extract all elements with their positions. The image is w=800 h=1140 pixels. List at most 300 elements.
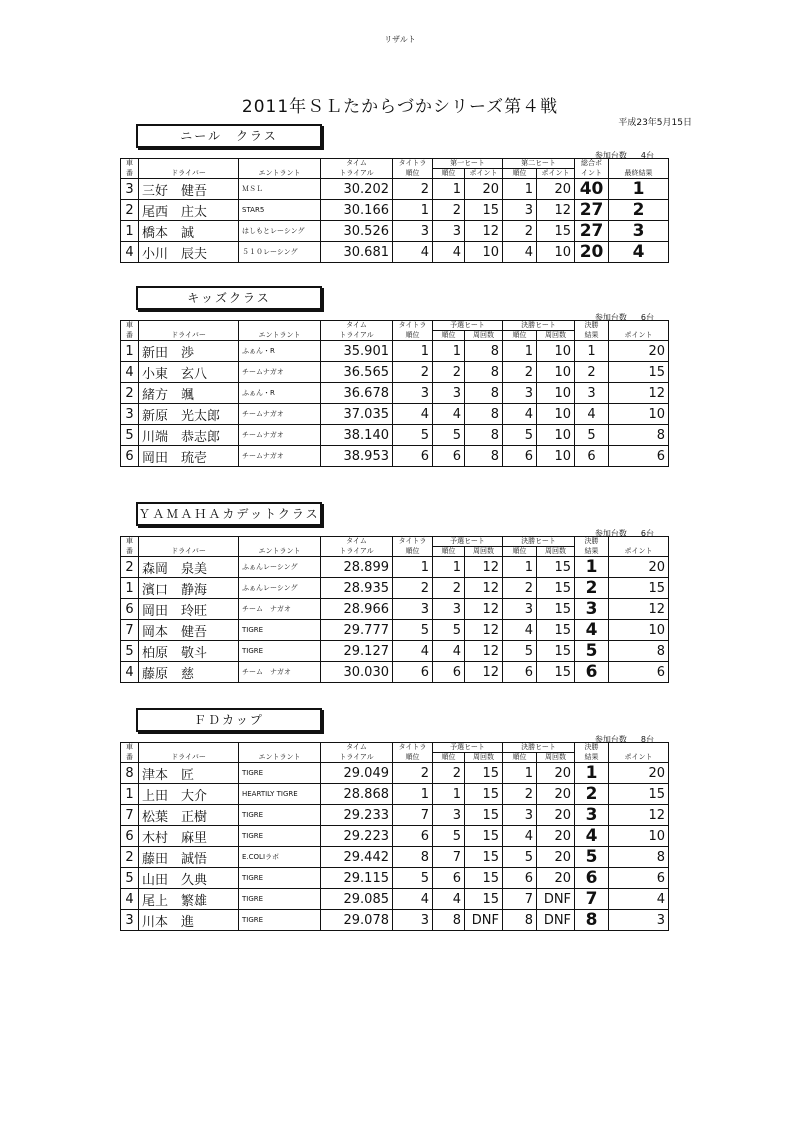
heat1-position: 5 (433, 620, 465, 641)
col-a: 決勝 (575, 321, 609, 331)
result-a: 1 (575, 557, 609, 578)
result-a: 27 (575, 221, 609, 242)
car-number: 2 (121, 383, 139, 404)
heat2-position: 2 (503, 578, 537, 599)
heat2-value: 15 (537, 599, 575, 620)
entry-count-value: 8台 (640, 735, 654, 744)
col-driver: ドライバー (139, 753, 239, 763)
col-heat1-a: 順位 (433, 169, 465, 179)
heat2-value: 20 (537, 868, 575, 889)
heat1-value: 8 (465, 446, 503, 467)
car-number: 1 (121, 341, 139, 362)
col-entrant: エントラント (239, 547, 321, 557)
time-trial: 30.166 (321, 200, 393, 221)
result-a: 5 (575, 847, 609, 868)
col-time-2: トライアル (321, 331, 393, 341)
entry-count-label: 参加台数 (594, 735, 627, 744)
col-title-rank-2: 順位 (393, 753, 433, 763)
entry-count-label: 参加台数 (594, 313, 627, 322)
car-number: 6 (121, 446, 139, 467)
col-driver-top (139, 159, 239, 169)
entrant-name: チームナガオ (239, 446, 321, 467)
time-trial: 28.868 (321, 784, 393, 805)
col-entrant-top (239, 537, 321, 547)
col-heat1: 第一ヒート (433, 159, 503, 169)
result-b: 20 (609, 763, 669, 784)
heat1-value: 15 (465, 847, 503, 868)
heat1-value: 8 (465, 341, 503, 362)
title-rank: 5 (393, 620, 433, 641)
col-heat1: 予選ヒート (433, 321, 503, 331)
class-name-box: ニール クラス (136, 124, 322, 148)
title-rank: 1 (393, 200, 433, 221)
title-rank: 6 (393, 446, 433, 467)
heat2-value: 15 (537, 557, 575, 578)
col-time-2: トライアル (321, 547, 393, 557)
heat1-position: 2 (433, 200, 465, 221)
car-number: 1 (121, 221, 139, 242)
col-a: 決勝 (575, 743, 609, 753)
heat2-value: 20 (537, 763, 575, 784)
col-b-top (609, 321, 669, 331)
driver-name: 柏原 敬斗 (139, 641, 239, 662)
col-heat2-a: 順位 (503, 547, 537, 557)
col-b-top (609, 159, 669, 169)
table-row (121, 868, 669, 889)
table-row (121, 641, 669, 662)
car-number: 3 (121, 404, 139, 425)
driver-name: 藤原 慈 (139, 662, 239, 683)
driver-name: 尾西 庄太 (139, 200, 239, 221)
result-b: 6 (609, 446, 669, 467)
driver-name: 小川 辰夫 (139, 242, 239, 263)
table-row (121, 362, 669, 383)
heat1-value: 12 (465, 620, 503, 641)
table-row (121, 179, 669, 200)
result-a: 2 (575, 362, 609, 383)
heat2-position: 1 (503, 341, 537, 362)
title-rank: 5 (393, 425, 433, 446)
heat1-value: 8 (465, 404, 503, 425)
entry-count-value: 6台 (640, 529, 654, 538)
result-b: 8 (609, 425, 669, 446)
heat2-value: 15 (537, 620, 575, 641)
result-b: 15 (609, 784, 669, 805)
result-a: 2 (575, 578, 609, 599)
heat2-position: 3 (503, 805, 537, 826)
time-trial: 29.233 (321, 805, 393, 826)
result-a: 1 (575, 341, 609, 362)
heat2-position: 2 (503, 362, 537, 383)
title-rank: 8 (393, 847, 433, 868)
entrant-name: チーム ナガオ (239, 662, 321, 683)
col-b: ポイント (609, 753, 669, 763)
heat1-position: 1 (433, 341, 465, 362)
heat1-value: 10 (465, 242, 503, 263)
col-entrant: エントラント (239, 753, 321, 763)
driver-name: 尾上 繁雄 (139, 889, 239, 910)
heat2-position: 5 (503, 641, 537, 662)
col-time-2: トライアル (321, 753, 393, 763)
table-row (121, 805, 669, 826)
heat1-position: 4 (433, 404, 465, 425)
heat2-position: 4 (503, 404, 537, 425)
page-title: 2011年ＳＬたからづかシリーズ第４戦 (241, 97, 559, 117)
time-trial: 36.565 (321, 362, 393, 383)
entrant-name: はしもとレーシング (239, 221, 321, 242)
heat2-position: 1 (503, 763, 537, 784)
entry-count-label: 参加台数 (594, 151, 627, 160)
result-a: 3 (575, 805, 609, 826)
driver-name: 橋本 誠 (139, 221, 239, 242)
result-a: 6 (575, 662, 609, 683)
heat2-value: DNF (537, 910, 575, 931)
heat2-value: 10 (537, 446, 575, 467)
col-no: 車 (121, 537, 139, 547)
driver-name: 新田 渉 (139, 341, 239, 362)
result-b: 8 (609, 641, 669, 662)
car-number: 4 (121, 242, 139, 263)
time-trial: 30.526 (321, 221, 393, 242)
heat1-position: 1 (433, 784, 465, 805)
driver-name: 岡本 健吾 (139, 620, 239, 641)
car-number: 1 (121, 784, 139, 805)
driver-name: 木村 麻里 (139, 826, 239, 847)
heat1-value: 12 (465, 557, 503, 578)
heat1-position: 1 (433, 557, 465, 578)
time-trial: 29.777 (321, 620, 393, 641)
col-title-rank: タイトラ (393, 321, 433, 331)
time-trial: 28.966 (321, 599, 393, 620)
entrant-name: TIGRE (239, 805, 321, 826)
results-table (120, 158, 669, 263)
time-trial: 38.953 (321, 446, 393, 467)
title-rank: 6 (393, 826, 433, 847)
table-row (121, 404, 669, 425)
heat2-position: 8 (503, 910, 537, 931)
heat2-position: 4 (503, 826, 537, 847)
title-rank: 2 (393, 578, 433, 599)
result-b: 3 (609, 910, 669, 931)
time-trial: 30.681 (321, 242, 393, 263)
col-heat1: 予選ヒート (433, 537, 503, 547)
time-trial: 35.901 (321, 341, 393, 362)
heat1-value: 12 (465, 641, 503, 662)
col-no-2: 番 (121, 169, 139, 179)
heat2-position: 6 (503, 868, 537, 889)
car-number: 1 (121, 578, 139, 599)
car-number: 3 (121, 179, 139, 200)
heat2-value: 20 (537, 179, 575, 200)
heat2-position: 2 (503, 221, 537, 242)
col-no-2: 番 (121, 331, 139, 341)
entrant-name: チームナガオ (239, 425, 321, 446)
time-trial: 29.078 (321, 910, 393, 931)
result-b: 12 (609, 599, 669, 620)
col-heat2-a: 順位 (503, 169, 537, 179)
result-b: 20 (609, 557, 669, 578)
result-a: 3 (575, 599, 609, 620)
heat1-position: 5 (433, 425, 465, 446)
result-a: 4 (575, 404, 609, 425)
table-row (121, 341, 669, 362)
heat1-value: 15 (465, 805, 503, 826)
result-b: 1 (609, 179, 669, 200)
heat2-value: 10 (537, 425, 575, 446)
heat2-position: 7 (503, 889, 537, 910)
entrant-name: ふぁん・R (239, 383, 321, 404)
time-trial: 30.030 (321, 662, 393, 683)
table-row (121, 662, 669, 683)
heat1-position: 4 (433, 641, 465, 662)
entrant-name: TIGRE (239, 868, 321, 889)
col-a: 決勝 (575, 537, 609, 547)
time-trial: 29.127 (321, 641, 393, 662)
time-trial: 38.140 (321, 425, 393, 446)
col-entrant-top (239, 743, 321, 753)
table-row (121, 620, 669, 641)
table-row (121, 826, 669, 847)
driver-name: 岡田 琉壱 (139, 446, 239, 467)
heat1-position: 2 (433, 578, 465, 599)
heat1-position: 6 (433, 446, 465, 467)
result-a: 5 (575, 641, 609, 662)
col-driver: ドライバー (139, 169, 239, 179)
result-b: 10 (609, 404, 669, 425)
table-row (121, 910, 669, 931)
result-a: 2 (575, 784, 609, 805)
result-b: 12 (609, 805, 669, 826)
heat2-value: 15 (537, 662, 575, 683)
car-number: 3 (121, 910, 139, 931)
entrant-name: TIGRE (239, 763, 321, 784)
heat1-value: 15 (465, 784, 503, 805)
col-entrant-top (239, 159, 321, 169)
heat2-position: 1 (503, 179, 537, 200)
result-b: 15 (609, 578, 669, 599)
col-time: タイム (321, 159, 393, 169)
heat1-position: 3 (433, 599, 465, 620)
entrant-name: STAR5 (239, 200, 321, 221)
entry-count-value: 4台 (640, 151, 654, 160)
col-heat2-b: ポイント (537, 169, 575, 179)
result-a: 40 (575, 179, 609, 200)
driver-name: 三好 健吾 (139, 179, 239, 200)
col-driver-top (139, 743, 239, 753)
result-a: 4 (575, 826, 609, 847)
title-rank: 3 (393, 221, 433, 242)
title-rank: 2 (393, 763, 433, 784)
car-number: 8 (121, 763, 139, 784)
result-b: 20 (609, 341, 669, 362)
col-heat2-b: 周回数 (537, 547, 575, 557)
col-a-2: 結果 (575, 547, 609, 557)
car-number: 4 (121, 662, 139, 683)
heat2-value: DNF (537, 889, 575, 910)
driver-name: 川端 恭志郎 (139, 425, 239, 446)
title-rank: 1 (393, 557, 433, 578)
heat2-position: 5 (503, 425, 537, 446)
heat1-position: 1 (433, 179, 465, 200)
table-row (121, 784, 669, 805)
driver-name: 藤田 誠悟 (139, 847, 239, 868)
title-rank: 3 (393, 910, 433, 931)
heat1-position: 6 (433, 662, 465, 683)
time-trial: 29.085 (321, 889, 393, 910)
col-b: 最終結果 (609, 169, 669, 179)
heat2-position: 1 (503, 557, 537, 578)
driver-name: 上田 大介 (139, 784, 239, 805)
result-b: 12 (609, 383, 669, 404)
heat1-value: 15 (465, 868, 503, 889)
col-driver: ドライバー (139, 547, 239, 557)
col-no-2: 番 (121, 547, 139, 557)
col-heat1-b: ポイント (465, 169, 503, 179)
heat2-value: 20 (537, 847, 575, 868)
heat2-value: 12 (537, 200, 575, 221)
col-heat1: 予選ヒート (433, 743, 503, 753)
heat2-value: 20 (537, 784, 575, 805)
result-a: 27 (575, 200, 609, 221)
title-rank: 2 (393, 179, 433, 200)
time-trial: 28.899 (321, 557, 393, 578)
title-rank: 1 (393, 784, 433, 805)
col-a-2: イント (575, 169, 609, 179)
result-b: 2 (609, 200, 669, 221)
result-a: 6 (575, 446, 609, 467)
heat1-position: 4 (433, 242, 465, 263)
driver-name: 山田 久典 (139, 868, 239, 889)
result-a: 4 (575, 620, 609, 641)
event-date: 平成23年5月15日 (618, 118, 692, 128)
heat2-position: 4 (503, 620, 537, 641)
driver-name: 緒方 颯 (139, 383, 239, 404)
heat1-value: 15 (465, 200, 503, 221)
heat1-position: 6 (433, 868, 465, 889)
table-row (121, 599, 669, 620)
col-heat2-b: 周回数 (537, 753, 575, 763)
time-trial: 29.442 (321, 847, 393, 868)
car-number: 2 (121, 557, 139, 578)
result-a: 3 (575, 383, 609, 404)
driver-name: 濱口 静海 (139, 578, 239, 599)
col-title-rank: タイトラ (393, 537, 433, 547)
col-a-2: 結果 (575, 753, 609, 763)
heat2-value: 10 (537, 383, 575, 404)
time-trial: 29.049 (321, 763, 393, 784)
car-number: 6 (121, 826, 139, 847)
col-heat2: 決勝ヒート (503, 321, 575, 331)
time-trial: 29.115 (321, 868, 393, 889)
car-number: 7 (121, 620, 139, 641)
entrant-name: TIGRE (239, 910, 321, 931)
col-heat1-a: 順位 (433, 331, 465, 341)
heat2-value: 10 (537, 362, 575, 383)
table-row (121, 425, 669, 446)
col-time: タイム (321, 321, 393, 331)
time-trial: 28.935 (321, 578, 393, 599)
col-time-2: トライアル (321, 169, 393, 179)
entrant-name: TIGRE (239, 620, 321, 641)
heat2-value: 15 (537, 221, 575, 242)
header-top-label: リザルト (384, 35, 416, 44)
col-no: 車 (121, 321, 139, 331)
col-b: ポイント (609, 547, 669, 557)
heat1-value: 8 (465, 425, 503, 446)
result-a: 7 (575, 889, 609, 910)
heat1-value: 12 (465, 599, 503, 620)
col-b-top (609, 743, 669, 753)
heat1-position: 3 (433, 383, 465, 404)
heat1-value: 12 (465, 662, 503, 683)
heat2-value: 10 (537, 404, 575, 425)
entrant-name: TIGRE (239, 641, 321, 662)
result-a: 5 (575, 425, 609, 446)
col-time: タイム (321, 537, 393, 547)
heat1-value: 15 (465, 826, 503, 847)
title-rank: 1 (393, 341, 433, 362)
results-table (120, 536, 669, 683)
col-heat2-b: 周回数 (537, 331, 575, 341)
result-b: 8 (609, 847, 669, 868)
heat2-position: 5 (503, 847, 537, 868)
driver-name: 川本 進 (139, 910, 239, 931)
title-rank: 6 (393, 662, 433, 683)
col-heat1-a: 順位 (433, 753, 465, 763)
col-no: 車 (121, 159, 139, 169)
car-number: 2 (121, 200, 139, 221)
heat1-value: DNF (465, 910, 503, 931)
title-rank: 7 (393, 805, 433, 826)
heat2-position: 4 (503, 242, 537, 263)
driver-name: 岡田 玲旺 (139, 599, 239, 620)
result-b: 3 (609, 221, 669, 242)
col-heat1-b: 周回数 (465, 753, 503, 763)
heat1-position: 8 (433, 910, 465, 931)
table-row (121, 446, 669, 467)
entrant-name: ５１０レーシング (239, 242, 321, 263)
car-number: 6 (121, 599, 139, 620)
col-heat1-b: 周回数 (465, 331, 503, 341)
result-b: 15 (609, 362, 669, 383)
car-number: 5 (121, 425, 139, 446)
col-driver: ドライバー (139, 331, 239, 341)
heat2-value: 10 (537, 341, 575, 362)
table-row (121, 200, 669, 221)
result-b: 10 (609, 620, 669, 641)
heat1-position: 5 (433, 826, 465, 847)
entrant-name: E.COLIラボ (239, 847, 321, 868)
table-row (121, 763, 669, 784)
heat1-value: 12 (465, 221, 503, 242)
results-table (120, 320, 669, 467)
result-b: 4 (609, 889, 669, 910)
heat1-value: 12 (465, 578, 503, 599)
title-rank: 3 (393, 599, 433, 620)
title-rank: 4 (393, 404, 433, 425)
heat1-value: 20 (465, 179, 503, 200)
col-entrant: エントラント (239, 169, 321, 179)
car-number: 2 (121, 847, 139, 868)
entrant-name: ふぁんレーシング (239, 578, 321, 599)
col-title-rank-2: 順位 (393, 547, 433, 557)
heat1-position: 2 (433, 362, 465, 383)
col-time: タイム (321, 743, 393, 753)
col-entrant: エントラント (239, 331, 321, 341)
table-row (121, 221, 669, 242)
entrant-name: ふぁんレーシング (239, 557, 321, 578)
entrant-name: チームナガオ (239, 404, 321, 425)
